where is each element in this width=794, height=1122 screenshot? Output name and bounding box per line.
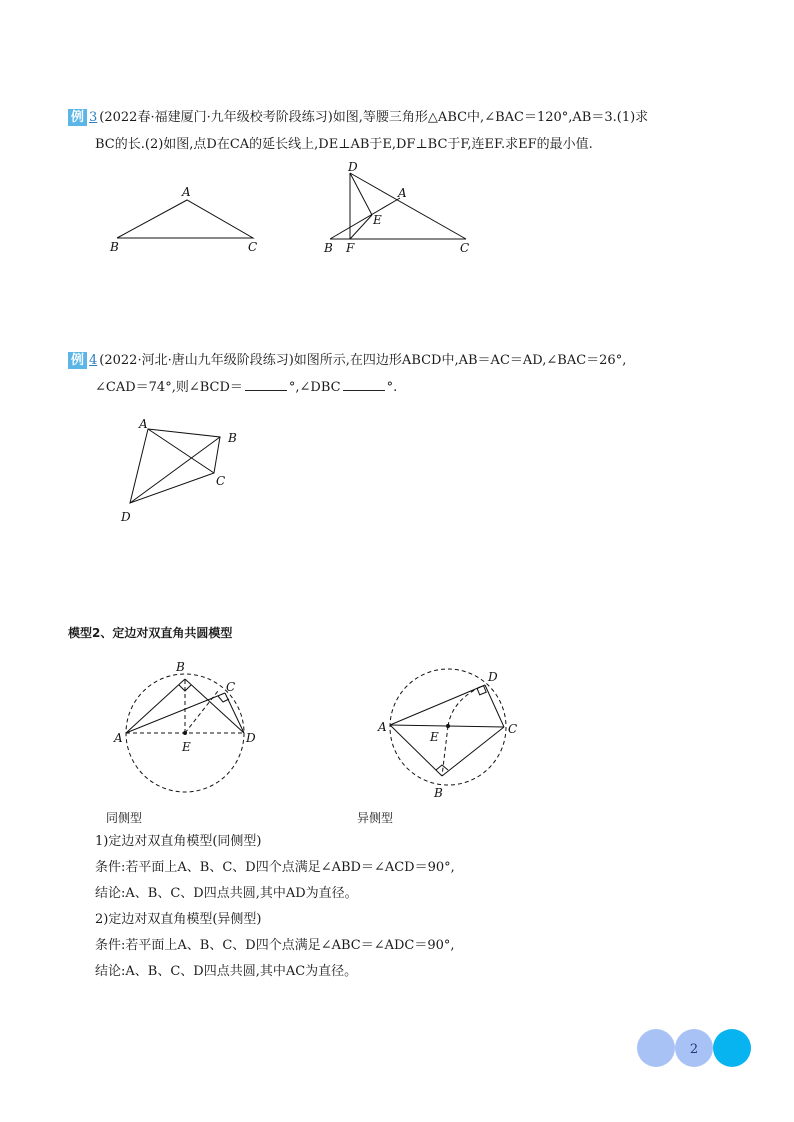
model2-figure-opposite-side bbox=[370, 655, 530, 805]
caption-opposite-side: 异侧型 bbox=[357, 811, 394, 825]
ex4-text-1: 如图所示,在四边形ABCD中,AB＝AC＝AD,∠BAC＝26°, bbox=[293, 353, 627, 368]
answer-blank-bcd[interactable] bbox=[245, 378, 287, 391]
label-E: E bbox=[182, 740, 191, 754]
label-E: E bbox=[373, 213, 382, 227]
label-B: B bbox=[110, 240, 119, 254]
model2-figure-same-side bbox=[110, 655, 270, 800]
label-C: C bbox=[460, 241, 470, 255]
ex4-text-2b: °,∠DBC bbox=[288, 380, 341, 395]
ex3-line2: BC的长.(2)如图,点D在CA的延长线上,DE⊥AB于E,DF⊥BC于F,连EF.求EF的最小值. bbox=[95, 137, 593, 152]
model2-item-1: 1)定边对双直角模型(同侧型) bbox=[95, 834, 262, 849]
ex4-line1 bbox=[68, 352, 626, 370]
model2-heading: 模型2、定边对双直角共圆模型 bbox=[68, 626, 233, 640]
label-A: A bbox=[114, 731, 123, 745]
model2-item-4: 2)定边对双直角模型(异侧型) bbox=[95, 912, 262, 927]
ex3-figure-1 bbox=[105, 180, 265, 260]
model2-item-6: 结论:A、B、C、D四点共圆,其中AC为直径。 bbox=[95, 964, 358, 979]
ex4-figure bbox=[112, 415, 252, 530]
model2-item-5: 条件:若平面上A、B、C、D四个点满足∠ABC＝∠ADC＝90°, bbox=[95, 938, 455, 953]
label-C: C bbox=[226, 680, 236, 694]
ex4-line2 bbox=[95, 378, 397, 397]
example-tag: 例 bbox=[68, 352, 87, 369]
ex3-figure-2 bbox=[318, 160, 478, 260]
label-F: F bbox=[346, 241, 355, 255]
label-A: A bbox=[398, 186, 407, 200]
label-A: A bbox=[139, 417, 148, 431]
label-D: D bbox=[488, 670, 498, 684]
model2-item-3: 结论:A、B、C、D四点共圆,其中AD为直径。 bbox=[95, 886, 358, 901]
ex4-text-2c: °. bbox=[386, 380, 398, 395]
label-C: C bbox=[216, 474, 226, 488]
example-number[interactable]: 4 bbox=[89, 353, 98, 368]
label-D: D bbox=[246, 731, 256, 745]
caption-same-side: 同侧型 bbox=[106, 811, 143, 825]
label-B: B bbox=[324, 241, 333, 255]
label-A: A bbox=[182, 185, 191, 199]
ex4-source: (2022·河北·唐山九年级阶段练习) bbox=[99, 353, 294, 368]
ex3-source: (2022春·福建厦门·九年级校考阶段练习) bbox=[99, 110, 333, 125]
label-B: B bbox=[434, 786, 443, 800]
label-D: D bbox=[121, 510, 131, 524]
page-number: 2 bbox=[689, 1042, 699, 1057]
ex3-line1 bbox=[68, 109, 648, 127]
badge-circle-right bbox=[713, 1029, 751, 1067]
page-number-badge bbox=[636, 1028, 752, 1068]
example-number[interactable]: 3 bbox=[89, 110, 98, 125]
label-E: E bbox=[430, 730, 439, 744]
example-tag: 例 bbox=[68, 109, 87, 126]
label-D: D bbox=[348, 160, 358, 174]
ex3-text-1: 如图,等腰三角形△ABC中,∠BAC＝120°,AB＝3.(1)求 bbox=[332, 110, 649, 125]
model2-item-2: 条件:若平面上A、B、C、D四个点满足∠ABD＝∠ACD＝90°, bbox=[95, 860, 455, 875]
answer-blank-dbc[interactable] bbox=[343, 378, 385, 391]
ex4-text-2a: ∠CAD＝74°,则∠BCD＝ bbox=[95, 380, 243, 395]
badge-circle-left bbox=[637, 1029, 675, 1067]
label-C: C bbox=[508, 722, 518, 736]
label-C: C bbox=[248, 240, 258, 254]
label-B: B bbox=[228, 431, 237, 445]
label-B: B bbox=[176, 660, 185, 674]
label-A: A bbox=[378, 720, 387, 734]
